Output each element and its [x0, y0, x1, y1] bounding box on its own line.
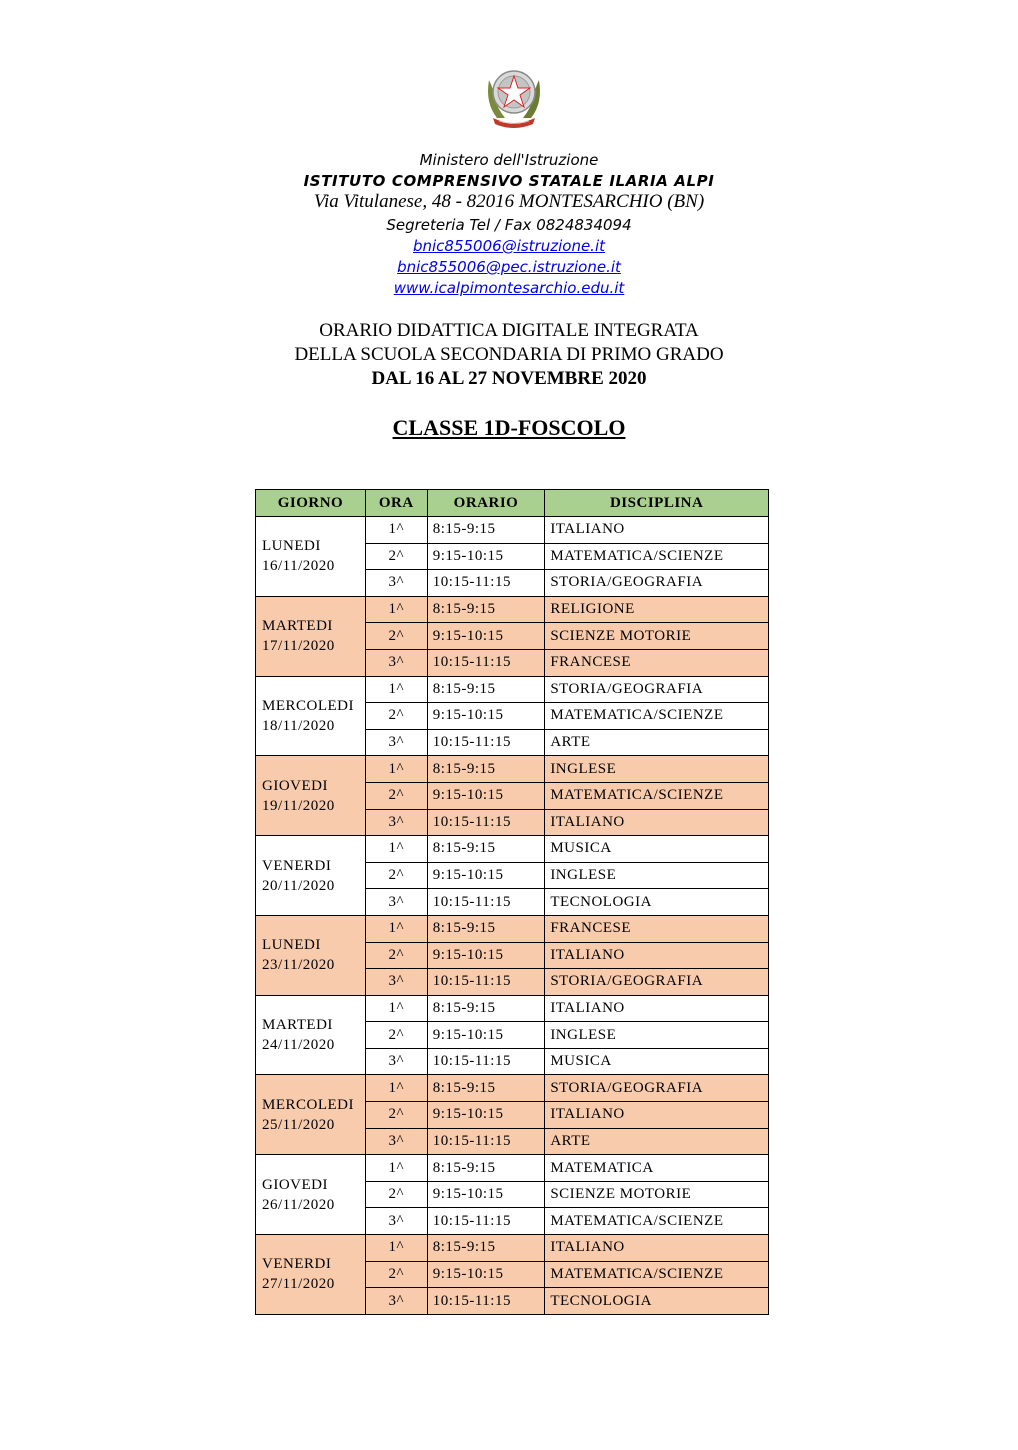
disciplina-cell: MATEMATICA/SCIENZE: [545, 1261, 769, 1288]
col-header-disciplina: DISCIPLINA: [545, 490, 769, 517]
orario-cell: 8:15-9:15: [427, 1075, 545, 1102]
disciplina-cell: MATEMATICA/SCIENZE: [545, 543, 769, 570]
pec-email-link[interactable]: bnic855006@pec.istruzione.it: [397, 258, 621, 276]
title-line-2: DELLA SCUOLA SECONDARIA DI PRIMO GRADO: [294, 344, 724, 365]
disciplina-cell: MUSICA: [545, 1048, 769, 1075]
ministry-name: Ministero dell'Istruzione: [419, 151, 599, 169]
school-address: Via Vitulanese, 48 - 82016 MONTESARCHIO (BN): [313, 191, 705, 212]
ora-cell: 2^: [365, 1022, 427, 1049]
table-row: [256, 676, 769, 703]
orario-cell: 10:15-11:15: [427, 649, 545, 676]
ora-cell: 3^: [365, 729, 427, 756]
table-row: [256, 1075, 769, 1102]
orario-cell: 10:15-11:15: [427, 1128, 545, 1155]
orario-cell: 9:15-10:15: [427, 862, 545, 889]
class-title: CLASSE 1D-FOSCOLO: [392, 415, 626, 440]
orario-cell: 8:15-9:15: [427, 676, 545, 703]
day-cell: [256, 1155, 366, 1235]
day-cell: [256, 596, 366, 676]
orario-cell: 9:15-10:15: [427, 1102, 545, 1129]
table-row: [256, 915, 769, 942]
disciplina-cell: ITALIANO: [545, 809, 769, 836]
disciplina-cell: STORIA/GEOGRAFIA: [545, 570, 769, 597]
day-cell: [256, 915, 366, 995]
ora-cell: 2^: [365, 623, 427, 650]
disciplina-cell: MATEMATICA/SCIENZE: [545, 1208, 769, 1235]
day-name: MARTEDI: [262, 1017, 333, 1034]
day-date: 25/11/2020: [262, 1116, 335, 1133]
col-header-orario: ORARIO: [427, 490, 545, 517]
disciplina-cell: MUSICA: [545, 836, 769, 863]
ora-cell: 2^: [365, 1102, 427, 1129]
ora-cell: 1^: [365, 596, 427, 623]
ora-cell: 3^: [365, 809, 427, 836]
day-date: 17/11/2020: [262, 638, 335, 655]
orario-cell: 9:15-10:15: [427, 703, 545, 730]
orario-cell: 10:15-11:15: [427, 1048, 545, 1075]
orario-cell: 8:15-9:15: [427, 517, 545, 544]
orario-cell: 9:15-10:15: [427, 782, 545, 809]
orario-cell: 8:15-9:15: [427, 756, 545, 783]
disciplina-cell: ITALIANO: [545, 1102, 769, 1129]
day-date: 19/11/2020: [262, 797, 335, 814]
table-row: [256, 596, 769, 623]
email-link[interactable]: bnic855006@istruzione.it: [412, 237, 605, 255]
ora-cell: 2^: [365, 703, 427, 730]
disciplina-cell: INGLESE: [545, 756, 769, 783]
ora-cell: 1^: [365, 1235, 427, 1262]
disciplina-cell: MATEMATICA/SCIENZE: [545, 703, 769, 730]
ora-cell: 1^: [365, 1155, 427, 1182]
day-name: LUNEDI: [262, 538, 321, 555]
day-name: GIOVEDI: [262, 777, 328, 794]
ora-cell: 2^: [365, 1181, 427, 1208]
disciplina-cell: RELIGIONE: [545, 596, 769, 623]
disciplina-cell: ARTE: [545, 729, 769, 756]
ora-cell: 3^: [365, 1128, 427, 1155]
ora-cell: 3^: [365, 1208, 427, 1235]
ora-cell: 3^: [365, 1288, 427, 1315]
disciplina-cell: STORIA/GEOGRAFIA: [545, 1075, 769, 1102]
table-row: [256, 1155, 769, 1182]
orario-cell: 9:15-10:15: [427, 1022, 545, 1049]
day-name: GIOVEDI: [262, 1176, 328, 1193]
disciplina-cell: INGLESE: [545, 862, 769, 889]
disciplina-cell: MATEMATICA/SCIENZE: [545, 782, 769, 809]
orario-cell: 9:15-10:15: [427, 543, 545, 570]
col-header-giorno: GIORNO: [256, 490, 366, 517]
day-date: 27/11/2020: [262, 1276, 335, 1293]
disciplina-cell: FRANCESE: [545, 915, 769, 942]
table-header-row: [256, 490, 769, 517]
orario-cell: 8:15-9:15: [427, 915, 545, 942]
ora-cell: 1^: [365, 517, 427, 544]
disciplina-cell: TECNOLOGIA: [545, 1288, 769, 1315]
day-cell: [256, 1235, 366, 1315]
disciplina-cell: STORIA/GEOGRAFIA: [545, 969, 769, 996]
school-phone: Segreteria Tel / Fax 0824834094: [386, 216, 632, 234]
day-name: MERCOLEDI: [262, 697, 354, 714]
orario-cell: 8:15-9:15: [427, 1235, 545, 1262]
schedule-table: [255, 489, 769, 1315]
table-row: [256, 1235, 769, 1262]
day-name: LUNEDI: [262, 937, 321, 954]
day-cell: [256, 517, 366, 597]
day-cell: [256, 836, 366, 916]
ora-cell: 2^: [365, 942, 427, 969]
disciplina-cell: ITALIANO: [545, 995, 769, 1022]
disciplina-cell: ITALIANO: [545, 517, 769, 544]
day-date: 16/11/2020: [262, 558, 335, 575]
orario-cell: 10:15-11:15: [427, 889, 545, 916]
orario-cell: 8:15-9:15: [427, 1155, 545, 1182]
ora-cell: 2^: [365, 782, 427, 809]
disciplina-cell: SCIENZE MOTORIE: [545, 623, 769, 650]
ora-cell: 1^: [365, 836, 427, 863]
disciplina-cell: ARTE: [545, 1128, 769, 1155]
ora-cell: 3^: [365, 1048, 427, 1075]
disciplina-cell: INGLESE: [545, 1022, 769, 1049]
orario-cell: 9:15-10:15: [427, 1181, 545, 1208]
table-row: [256, 756, 769, 783]
day-cell: [256, 995, 366, 1075]
website-link[interactable]: www.icalpimontesarchio.edu.it: [393, 279, 625, 297]
orario-cell: 10:15-11:15: [427, 729, 545, 756]
day-name: MERCOLEDI: [262, 1096, 354, 1113]
orario-cell: 10:15-11:15: [427, 809, 545, 836]
ora-cell: 3^: [365, 570, 427, 597]
table-row: [256, 517, 769, 544]
orario-cell: 10:15-11:15: [427, 1208, 545, 1235]
orario-cell: 10:15-11:15: [427, 969, 545, 996]
table-row: [256, 836, 769, 863]
ora-cell: 1^: [365, 756, 427, 783]
day-cell: [256, 1075, 366, 1155]
disciplina-cell: MATEMATICA: [545, 1155, 769, 1182]
orario-cell: 9:15-10:15: [427, 942, 545, 969]
ora-cell: 1^: [365, 1075, 427, 1102]
disciplina-cell: FRANCESE: [545, 649, 769, 676]
disciplina-cell: TECNOLOGIA: [545, 889, 769, 916]
republic-emblem-icon: [479, 58, 549, 128]
ora-cell: 3^: [365, 969, 427, 996]
ora-cell: 3^: [365, 649, 427, 676]
day-date: 26/11/2020: [262, 1196, 335, 1213]
school-name: ISTITUTO COMPRENSIVO STATALE ILARIA ALPI: [303, 172, 715, 190]
ora-cell: 1^: [365, 995, 427, 1022]
ora-cell: 2^: [365, 543, 427, 570]
orario-cell: 10:15-11:15: [427, 1288, 545, 1315]
orario-cell: 8:15-9:15: [427, 836, 545, 863]
day-cell: [256, 676, 366, 756]
day-name: VENERDI: [262, 857, 332, 874]
day-date: 18/11/2020: [262, 717, 335, 734]
day-date: 24/11/2020: [262, 1037, 335, 1054]
orario-cell: 8:15-9:15: [427, 596, 545, 623]
ora-cell: 2^: [365, 1261, 427, 1288]
orario-cell: 9:15-10:15: [427, 623, 545, 650]
orario-cell: 9:15-10:15: [427, 1261, 545, 1288]
disciplina-cell: SCIENZE MOTORIE: [545, 1181, 769, 1208]
ora-cell: 3^: [365, 889, 427, 916]
col-header-ora: ORA: [365, 490, 427, 517]
day-name: MARTEDI: [262, 618, 333, 635]
ora-cell: 2^: [365, 862, 427, 889]
day-date: 20/11/2020: [262, 877, 335, 894]
day-name: VENERDI: [262, 1256, 332, 1273]
orario-cell: 8:15-9:15: [427, 995, 545, 1022]
day-cell: [256, 756, 366, 836]
disciplina-cell: STORIA/GEOGRAFIA: [545, 676, 769, 703]
table-row: [256, 995, 769, 1022]
ora-cell: 1^: [365, 676, 427, 703]
disciplina-cell: ITALIANO: [545, 942, 769, 969]
title-date-range: DAL 16 AL 27 NOVEMBRE 2020: [371, 368, 647, 389]
title-line-1: ORARIO DIDATTICA DIGITALE INTEGRATA: [319, 320, 699, 341]
day-date: 23/11/2020: [262, 957, 335, 974]
orario-cell: 10:15-11:15: [427, 570, 545, 597]
disciplina-cell: ITALIANO: [545, 1235, 769, 1262]
ora-cell: 1^: [365, 915, 427, 942]
